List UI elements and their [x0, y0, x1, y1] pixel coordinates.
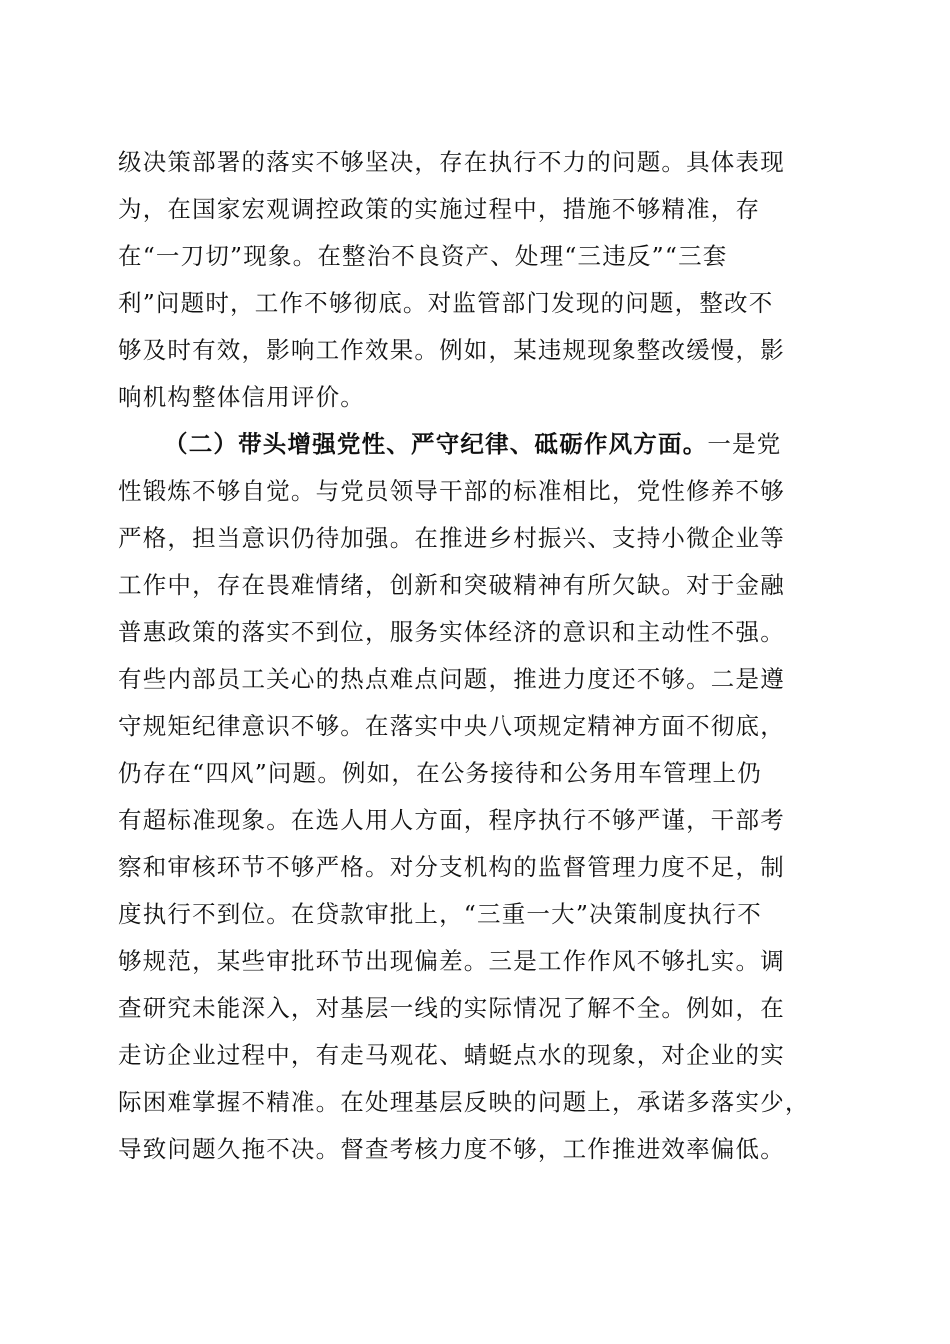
- paragraph-line: 利”问题时，工作不够彻底。对监管部门发现的问题，整改不: [118, 289, 774, 317]
- paragraph-line: 度执行不到位。在贷款审批上，“三重一大”决策制度执行不: [118, 900, 762, 928]
- paragraph-line: 响机构整体信用评价。: [118, 383, 365, 411]
- paragraph-line: 导致问题久拖不决。督查考核力度不够，工作推进效率偏低。: [118, 1135, 785, 1163]
- paragraph-line: 够及时有效，影响工作效果。例如，某违规现象整改缓慢，影: [118, 336, 785, 364]
- paragraph-line: 够规范，某些审批环节出现偏差。三是工作作风不够扎实。调: [118, 947, 785, 975]
- paragraph-first-line: [164, 429, 858, 459]
- paragraph-line: 在“一刀切”现象。在整治不良资产、处理“三违反”“三套: [118, 242, 728, 270]
- paragraph-line: 有超标准现象。在选人用人方面，程序执行不够严谨，干部考: [118, 806, 785, 834]
- paragraph-line: 为，在国家宏观调控政策的实施过程中，措施不够精准，存: [118, 195, 761, 223]
- paragraph-line: 级决策部署的落实不够坚决，存在执行不力的问题。具体表现: [118, 148, 785, 176]
- section-heading: （二）带头增强党性、严守纪律、砥砺作风方面。: [164, 430, 708, 458]
- paragraph-line: 普惠政策的落实不到位，服务实体经济的意识和主动性不强。: [118, 618, 785, 646]
- paragraph-line: 仍存在“四风”问题。例如，在公务接待和公务用车管理上仍: [118, 759, 762, 787]
- paragraph-line: 走访企业过程中，有走马观花、蜻蜓点水的现象，对企业的实: [118, 1041, 785, 1069]
- paragraph-line: 有些内部员工关心的热点难点问题，推进力度还不够。二是遵: [118, 665, 785, 693]
- paragraph-line: 严格，担当意识仍待加强。在推进乡村振兴、支持小微企业等: [118, 524, 785, 552]
- paragraph-line: 际困难掌握不精准。在处理基层反映的问题上，承诺多落实少，: [118, 1088, 810, 1116]
- paragraph-line: 工作中，存在畏难情绪，创新和突破精神有所欠缺。对于金融: [118, 571, 785, 599]
- paragraph-line: 察和审核环节不够严格。对分支机构的监督管理力度不足，制: [118, 853, 785, 881]
- paragraph-text: 一是党: [707, 430, 782, 458]
- paragraph-line: 守规矩纪律意识不够。在落实中央八项规定精神方面不彻底，: [118, 712, 785, 740]
- paragraph-line: 性锻炼不够自觉。与党员领导干部的标准相比，党性修养不够: [118, 477, 785, 505]
- paragraph-line: 查研究未能深入，对基层一线的实际情况了解不全。例如，在: [118, 994, 785, 1022]
